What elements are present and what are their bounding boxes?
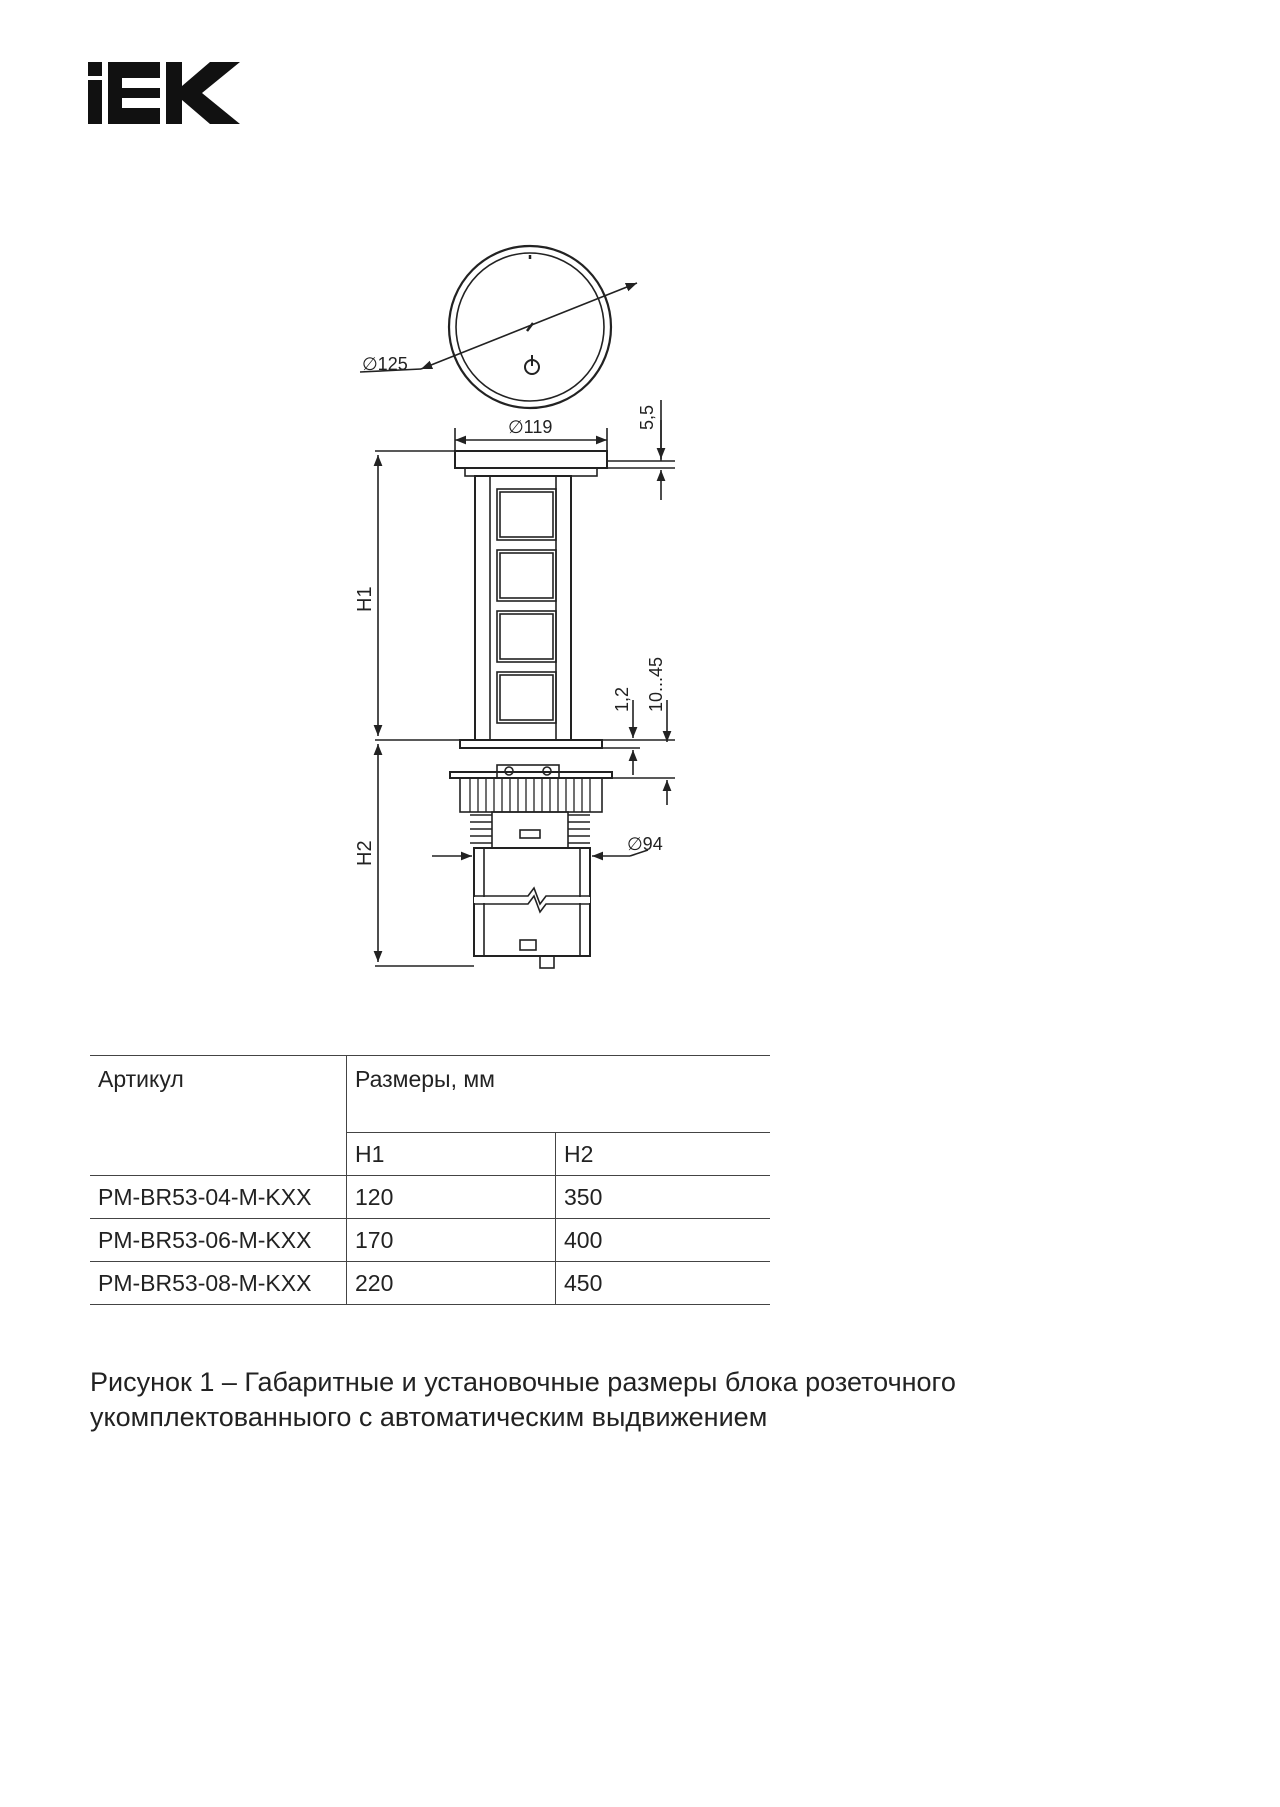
table-row: [90, 1219, 770, 1262]
header-dimensions: Размеры, мм: [347, 1056, 771, 1133]
figure-caption: [90, 1365, 1190, 1435]
cell-article: PM-BR53-06-M-KXX: [90, 1219, 347, 1262]
cell-h1: 220: [347, 1262, 556, 1305]
table-row: [90, 1176, 770, 1219]
cell-h2: 400: [556, 1219, 771, 1262]
table-row: [90, 1262, 770, 1305]
label-gap: 1,2: [612, 686, 632, 712]
caption-line-1: Рисунок 1 – Габаритные и установочные размеры блока розеточного: [90, 1367, 956, 1397]
cell-h2: 350: [556, 1176, 771, 1219]
label-lid-diameter: ∅119: [508, 417, 553, 437]
label-top-diameter: ∅125: [362, 354, 408, 374]
header-h1: H1: [347, 1133, 556, 1176]
dimensions-table: [90, 1055, 770, 1305]
cell-h2: 450: [556, 1262, 771, 1305]
flange: [460, 740, 602, 748]
header-h2: H2: [556, 1133, 771, 1176]
label-panel-range: 10...45: [646, 656, 666, 712]
cell-article: PM-BR53-08-M-KXX: [90, 1262, 347, 1305]
label-h1: H1: [354, 586, 376, 612]
cell-article: PM-BR53-04-M-KXX: [90, 1176, 347, 1219]
cell-h1: 120: [347, 1176, 556, 1219]
cell-h1: 170: [347, 1219, 556, 1262]
header-article: Артикул: [90, 1056, 347, 1176]
label-body-diameter: ∅94: [627, 834, 663, 854]
caption-line-2: укомплектованныого с автоматическим выдвижением: [90, 1402, 768, 1432]
label-lid-thickness: 5,5: [637, 404, 657, 430]
label-h2: H2: [354, 840, 376, 866]
lid: [455, 451, 607, 468]
